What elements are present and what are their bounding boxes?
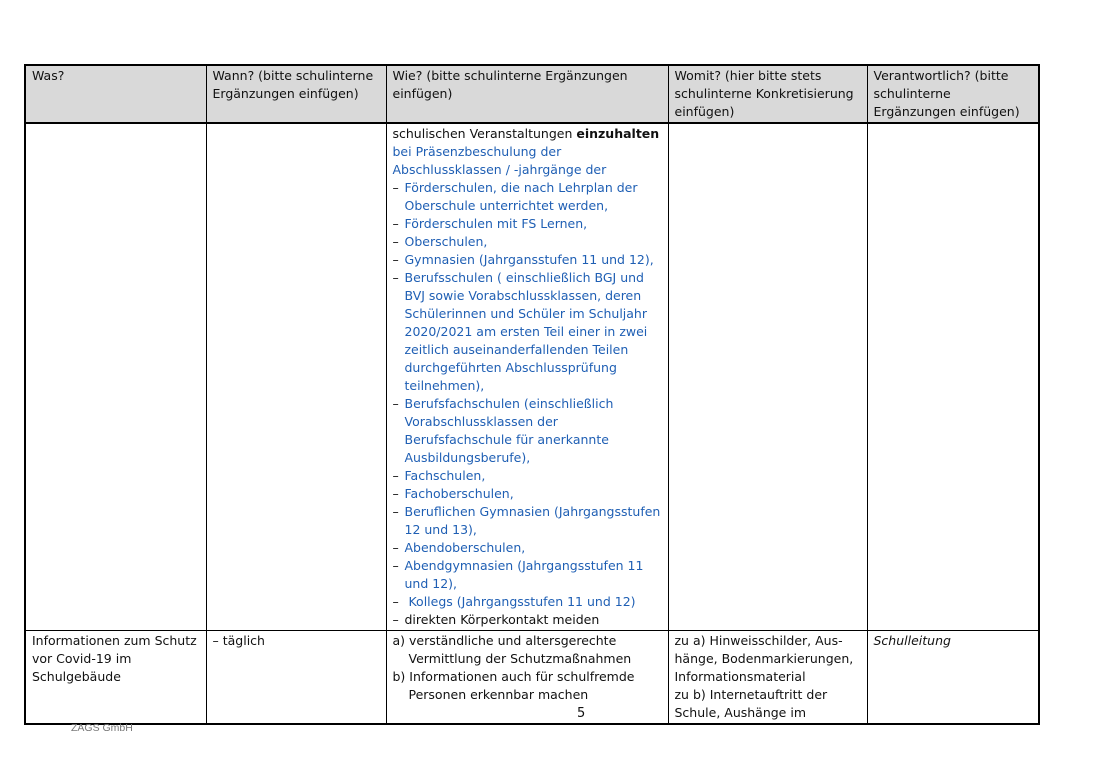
school-type-list [393,179,663,629]
page-number: 5 [577,706,586,721]
wie-intro: schulischen Veranstaltungen einzuhalten bei Präsenzbeschulung der Abschlussklassen / -jahrgänge der [392,126,660,177]
list-item: b) Informationen auch für schulfremde Personen erkennbar machen [392,669,635,702]
table-row [25,631,1039,725]
cell-wann: – täglich [206,631,386,725]
header-verantwortlich: Verantwortlich? (bitte schulinterne Ergänzungen einfügen) [867,65,1039,123]
womit-line: zu a) Hinweisschilder, Aus-hänge, Bodenmarkierungen, Informationsmaterial [674,633,854,684]
footer-company: ZAGS GmbH [71,722,133,734]
table-header-row [25,65,1039,123]
list-item: – direkten Körperkontakt meiden [392,612,600,627]
list-item: – Abendoberschulen, [392,540,526,555]
list-item: – Abendgymnasien (Jahrgangsstufen 11 und 12), [392,558,644,591]
list-item: – Berufsfachschulen (einschließlich Vorabschlussklassen der Berufsfachschule für anerkannte Ausbildungsberufe), [392,396,614,465]
cell-womit [668,123,867,631]
cell-wann [206,123,386,631]
list-item: a) verständliche und altersgerechte Vermittlung der Schutzmaßnahmen [392,633,632,666]
cell-verantwortlich [867,123,1039,631]
list-item: – Förderschulen, die nach Lehrplan der Oberschule unterrichtet werden, [392,180,638,213]
cell-was: Informationen zum Schutz vor Covid-19 im Schulgebäude [25,631,206,725]
header-was: Was? [25,65,206,123]
cell-was [25,123,206,631]
cell-wie [386,631,668,725]
cell-wie [386,123,668,631]
list-item: – Fachoberschulen, [392,486,514,501]
measures-list [393,632,663,704]
cell-womit [668,631,867,725]
header-womit: Womit? (hier bitte stets schulinterne Konkretisierung einfügen) [668,65,867,123]
list-item: – Fachschulen, [392,468,486,483]
header-wann: Wann? (bitte schulinterne Ergänzungen einfügen) [206,65,386,123]
list-item: – Oberschulen, [392,234,488,249]
list-item: – Gymnasien (Jahrgansstufen 11 und 12), [392,252,654,267]
list-item: – Kollegs (Jahrgangsstufen 11 und 12) [392,594,636,609]
measures-table [24,64,1040,725]
cell-verantwortlich: Schulleitung [867,631,1039,725]
list-item: – Berufsschulen ( einschließlich BGJ und BVJ sowie Vorabschlussklassen, deren Schülerinnen und Schüler im Schuljahr 2020/2021 am ersten Teil einer in zwei zeitlich auseinanderfallenden Teilen durchgeführten Abschlussprüfung teilnehmen), [392,270,648,393]
list-item: – Förderschulen mit FS Lernen, [392,216,588,231]
table-row [25,123,1039,631]
header-wie: Wie? (bitte schulinterne Ergänzungen einfügen) [386,65,668,123]
list-item: – Beruflichen Gymnasien (Jahrgangsstufen 12 und 13), [392,504,661,537]
womit-line: zu b) Internetauftritt der Schule, Aushänge im [674,687,828,720]
